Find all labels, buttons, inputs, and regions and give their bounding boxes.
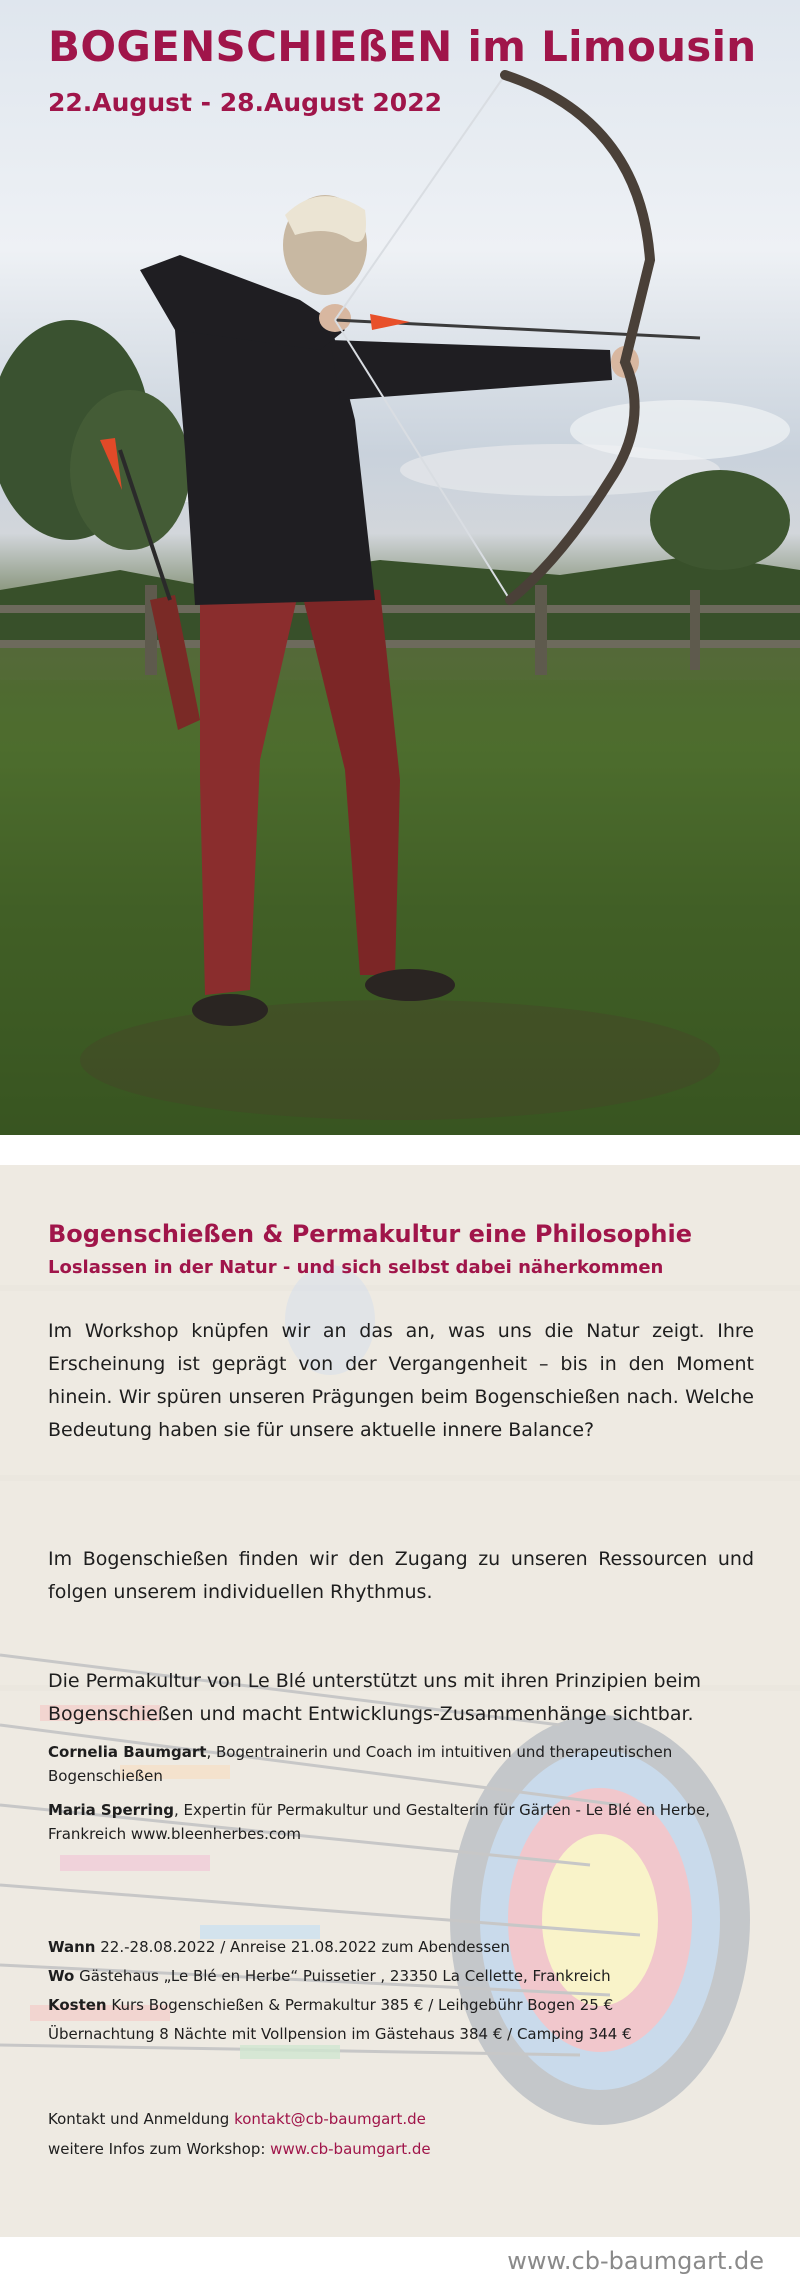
section-title: Bogenschießen & Permakultur eine Philosophie bbox=[48, 1220, 693, 1248]
website-line bbox=[48, 2137, 754, 2161]
info-value: 22.-28.08.2022 / Anreise 21.08.2022 zum Abendessen bbox=[95, 1938, 510, 1956]
info-label: Wo bbox=[48, 1967, 75, 1985]
hero-title: BOGENSCHIEßEN im Limousin bbox=[48, 22, 757, 71]
info-label: Kosten bbox=[48, 1996, 107, 2014]
website-link[interactable]: www.cb-baumgart.de bbox=[270, 2140, 431, 2158]
archer-illustration bbox=[0, 0, 800, 1135]
content-panel bbox=[0, 1165, 800, 2237]
trainer-maria bbox=[48, 1798, 754, 1846]
footer-url[interactable]: www.cb-baumgart.de bbox=[507, 2247, 764, 2275]
paragraph-resources: Im Bogenschießen finden wir den Zugang zu unseren Ressourcen und folgen unserem individuellen Rhythmus. bbox=[48, 1548, 754, 1603]
info-when bbox=[48, 1935, 754, 1959]
info-value: Gästehaus „Le Blé en Herbe“ Puissetier , 23350 La Cellette, Frankreich bbox=[74, 1967, 611, 1985]
trainer-description: , Expertin für Permakultur und Gestalterin für Gärten - Le Blé en Herbe, Frankreich www.bleenherbes.com bbox=[48, 1801, 710, 1843]
trainer-cornelia bbox=[48, 1740, 754, 1788]
contact-line bbox=[48, 2107, 754, 2131]
trainer-description: , Bogentrainerin und Coach im intuitiven und therapeutischen Bogenschießen bbox=[48, 1743, 673, 1785]
info-where bbox=[48, 1964, 754, 1988]
event-dates: 22.August - 28.August 2022 bbox=[48, 88, 442, 117]
paragraph-permakultur: Die Permakultur von Le Blé unterstützt uns mit ihren Prinzipien beim Bogenschießen und macht Entwicklungs-Zusammenhänge sichtbar. bbox=[48, 1670, 702, 1725]
info-label: Wann bbox=[48, 1938, 96, 1956]
info-value: Kurs Bogenschießen & Permakultur 385 € / Leihgebühr Bogen 25 € bbox=[106, 1996, 614, 2014]
paragraph-intro: Im Workshop knüpfen wir an das an, was uns die Natur zeigt. Ihre Erscheinung ist geprägt von der Vergangenheit – bis in den Moment hinein. Wir spüren unseren Prägungen beim Bogenschießen nach. Welche Bedeutung haben sie für unsere aktuelle innere Balance? bbox=[48, 1320, 754, 1441]
section-subtitle: Loslassen in der Natur - und sich selbst dabei näherkommen bbox=[48, 1257, 664, 1278]
website-label: weitere Infos zum Workshop: bbox=[48, 2140, 271, 2158]
contact-email-link[interactable]: kontakt@cb-baumgart.de bbox=[234, 2110, 426, 2128]
trainer-name: Maria Sperring bbox=[48, 1801, 174, 1819]
trainer-name: Cornelia Baumgart bbox=[48, 1743, 207, 1761]
hero-photo bbox=[0, 0, 800, 1135]
info-lodging: Übernachtung 8 Nächte mit Vollpension im Gästehaus 384 € / Camping 344 € bbox=[48, 2025, 632, 2043]
contact-label: Kontakt und Anmeldung bbox=[48, 2110, 235, 2128]
info-cost bbox=[48, 1993, 754, 2017]
